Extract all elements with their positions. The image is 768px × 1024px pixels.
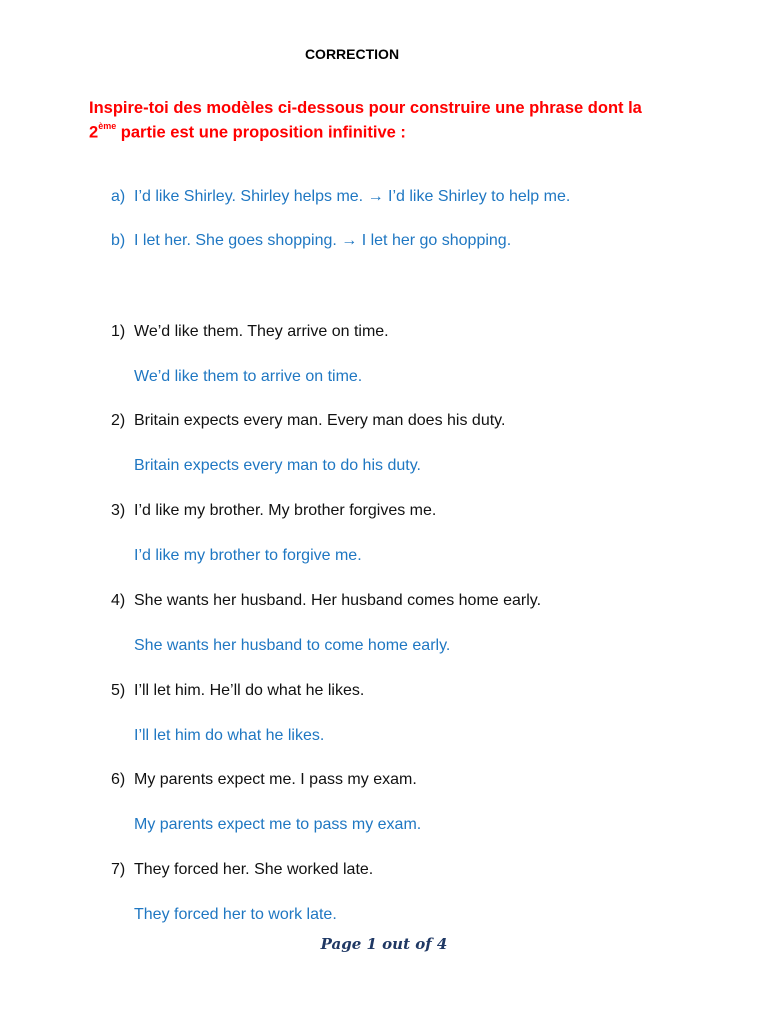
exercise-marker: 2) [111, 412, 126, 429]
exercise-answer: They forced her to work late. [134, 906, 337, 923]
ordinal-number: 2 [89, 123, 99, 142]
exercise-answer: I’ll let him do what he likes. [134, 727, 325, 744]
instruction-line-2-text: partie est une proposition infinitive : [116, 123, 406, 142]
example-marker: a) [111, 188, 126, 205]
instruction-line-1: Inspire-toi des modèles ci-dessous pour construire une phrase dont la [89, 99, 642, 117]
exercise-prompt: I’ll let him. He’ll do what he likes. [134, 682, 365, 699]
exercise-prompt: I’d like my brother. My brother forgives me. [134, 502, 437, 519]
exercise-prompt: They forced her. She worked late. [134, 861, 374, 878]
exercise-marker: 3) [111, 502, 126, 519]
exercise-marker: 5) [111, 682, 126, 699]
exercise-answer: Britain expects every man to do his duty. [134, 457, 421, 474]
example-marker: b) [111, 232, 126, 249]
exercise-prompt: My parents expect me. I pass my exam. [134, 771, 417, 788]
exercise-answer: My parents expect me to pass my exam. [134, 816, 422, 833]
exercise-marker: 7) [111, 861, 126, 878]
exercise-answer: I’d like my brother to forgive me. [134, 547, 362, 564]
exercise-answer: We’d like them to arrive on time. [134, 368, 363, 385]
example-text: I’d like Shirley. Shirley helps me. → I’d like Shirley to help me. [134, 188, 571, 205]
exercise-marker: 4) [111, 592, 126, 609]
example-text: I let her. She goes shopping. → I let her go shopping. [134, 232, 512, 249]
page-footer: Page 1 out of 4 [320, 935, 448, 953]
exercise-marker: 1) [111, 323, 126, 340]
exercise-marker: 6) [111, 771, 126, 788]
document-title: CORRECTION [304, 46, 400, 62]
instruction-line-2 [89, 123, 406, 143]
exercise-prompt: Britain expects every man. Every man does his duty. [134, 412, 506, 429]
exercise-answer: She wants her husband to come home early. [134, 637, 451, 654]
exercise-prompt: We’d like them. They arrive on time. [134, 323, 389, 340]
exercise-prompt: She wants her husband. Her husband comes home early. [134, 592, 542, 609]
ordinal-suffix: ème [98, 121, 117, 131]
